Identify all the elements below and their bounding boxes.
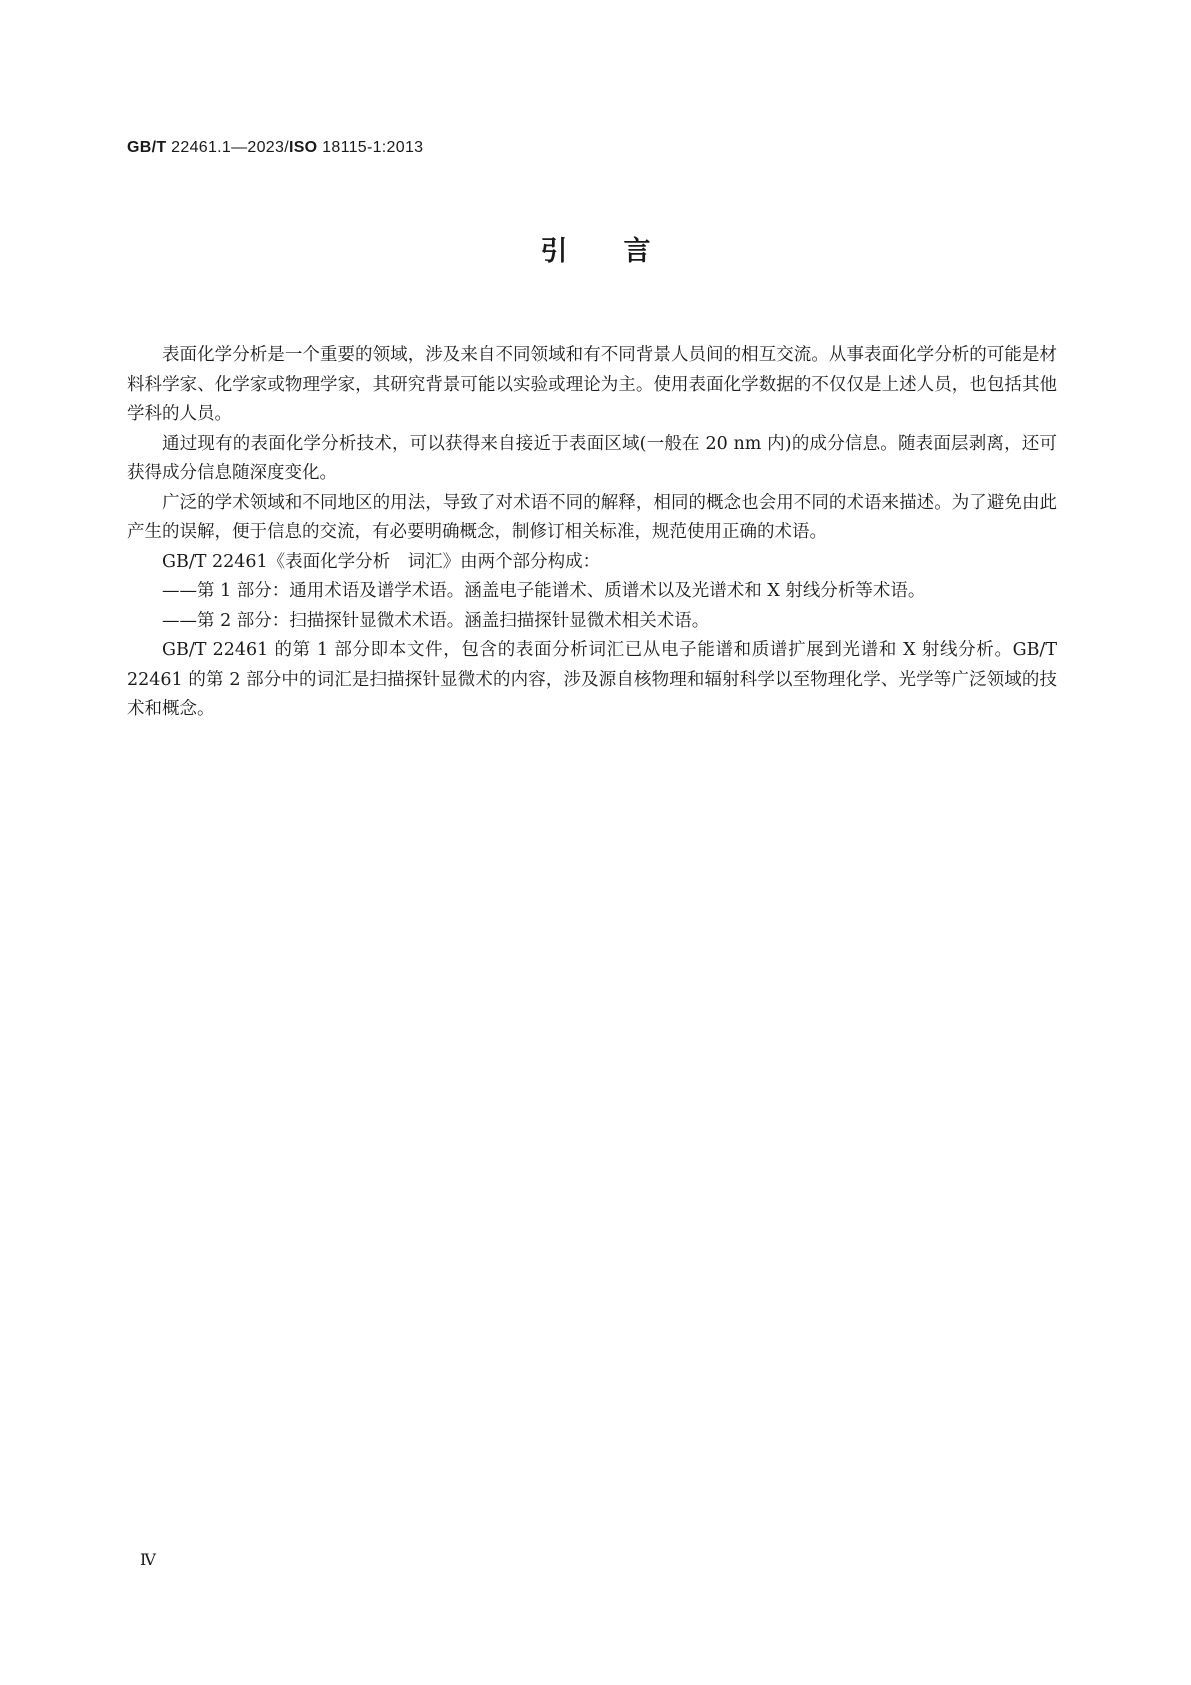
paragraph-5: GB/T 22461 的第 1 部分即本文件，包含的表面分析词汇已从电子能谱和质谱扩展到光谱和 X 射线分析。GB/T 22461 的第 2 部分中的词汇是扫描探针显微术的内容，涉及源自核物理和辐射科学以至物理化学、光学等广泛领域的技术和概念。	[127, 640, 1057, 719]
page-title: 引言	[540, 236, 707, 267]
paragraph-1: 表面化学分析是一个重要的领域，涉及来自不同领域和有不同背景人员间的相互交流。从事表面化学分析的可能是材料科学家、化学家或物理学家，其研究背景可能以实验或理论为主。使用表面化学数据的不仅仅是上述人员，也包括其他学科的人员。	[127, 345, 1057, 424]
list-item-part-1: ——第 1 部分：通用术语及谱学术语。涵盖电子能谱术、质谱术以及光谱术和 X 射线分析等术语。	[162, 581, 926, 601]
paragraph-4: GB/T 22461《表面化学分析 词汇》由两个部分构成：	[162, 551, 601, 572]
standard-code-iso-number: 18115-1:2013	[317, 139, 424, 156]
list-item-part-2: ——第 2 部分：扫描探针显微术术语。涵盖扫描探针显微术相关术语。	[162, 610, 710, 631]
standard-code-number: 22461.1—2023/	[166, 139, 289, 156]
paragraph-2: 通过现有的表面化学分析技术，可以获得来自接近于表面区域(一般在 20 nm 内)的成分信息。随表面层剥离，还可获得成分信息随深度变化。	[127, 433, 1057, 483]
standard-code-iso: ISO	[288, 139, 318, 156]
introduction-body	[127, 341, 1057, 725]
page-number: Ⅳ	[140, 1552, 156, 1569]
standard-code	[127, 139, 423, 157]
standard-code-prefix: GB/T	[127, 139, 167, 156]
paragraph-3: 广泛的学术领域和不同地区的用法，导致了对术语不同的解释，相同的概念也会用不同的术语来描述。为了避免由此产生的误解，便于信息的交流，有必要明确概念，制修订相关标准，规范使用正确的术语。	[127, 492, 1057, 542]
